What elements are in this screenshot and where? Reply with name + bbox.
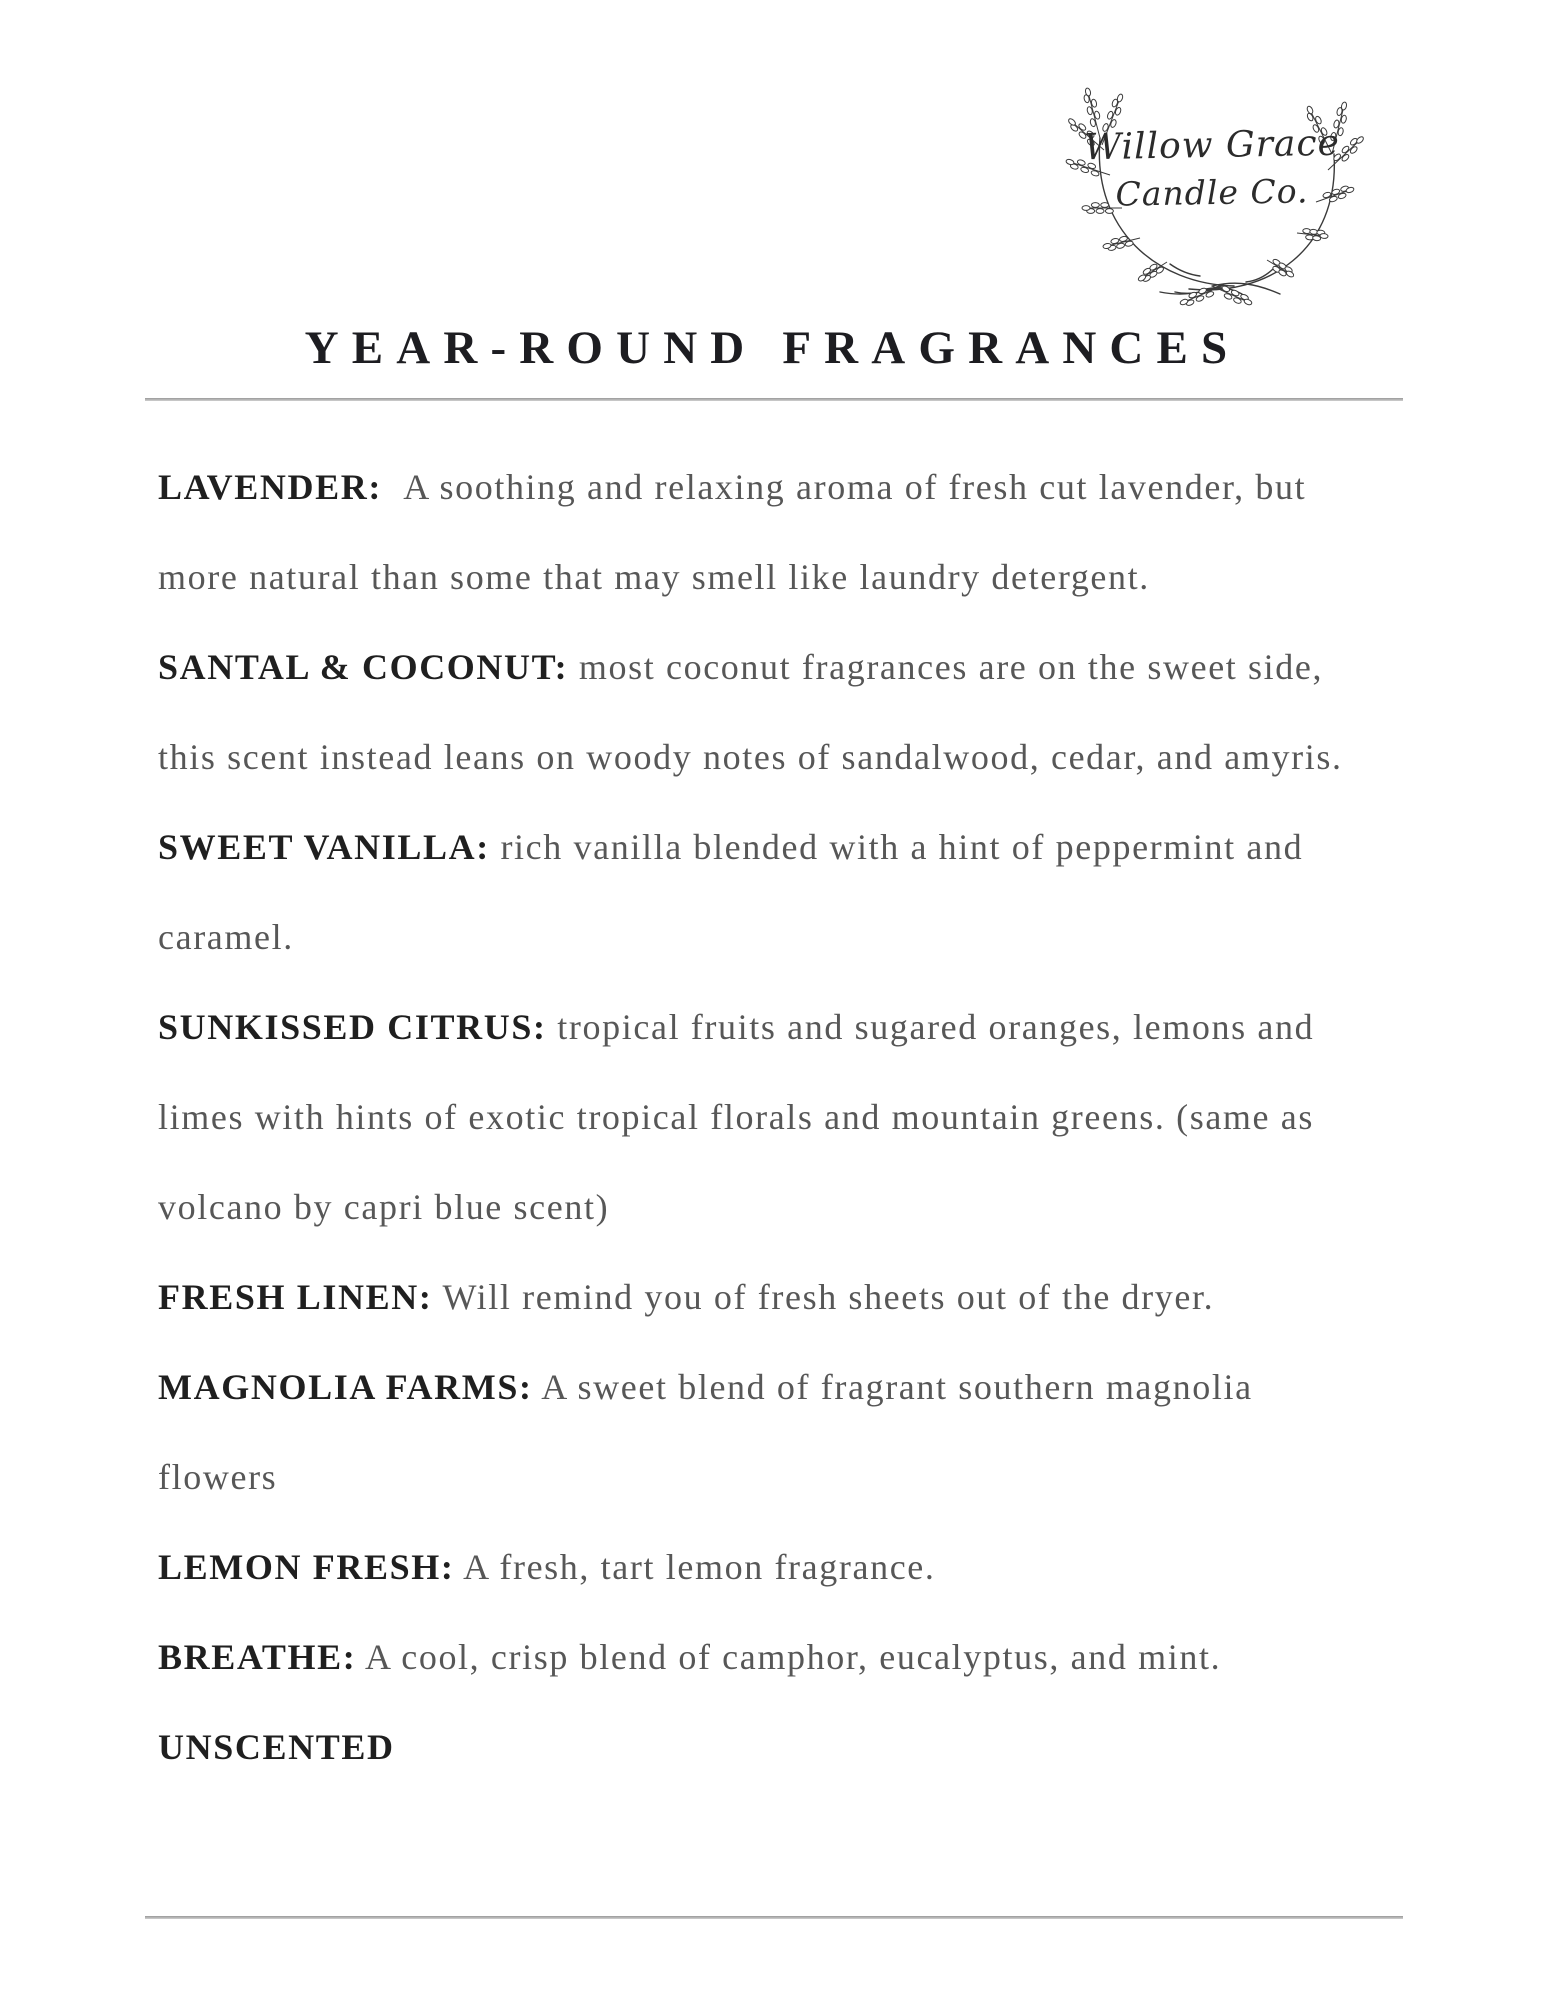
top-divider [145, 398, 1403, 401]
fragrance-name: BREATHE: [158, 1637, 357, 1677]
page-title: YEAR-ROUND FRAGRANCES [304, 322, 1241, 374]
fragrance-item [158, 802, 1373, 982]
fragrance-item [158, 1522, 1373, 1612]
fragrance-item [158, 1252, 1373, 1342]
fragrance-list [158, 442, 1373, 1792]
fragrance-item [158, 1702, 1373, 1792]
brand-name-block [1052, 122, 1372, 216]
fragrance-item [158, 442, 1373, 622]
fragrance-description: A soothing and relaxing aroma of fresh cut lavender, but more natural than some that may smell like laundry detergent. [158, 467, 1307, 597]
fragrance-description: A fresh, tart lemon fragrance. [463, 1547, 936, 1587]
brand-suffix: Candle Co. [1115, 171, 1309, 214]
fragrance-description: rich vanilla blended with a hint of peppermint and caramel. [158, 827, 1304, 957]
brand-name: Willow Grace [1083, 122, 1341, 169]
fragrance-description: most coconut fragrances are on the sweet side, this scent instead leans on woody notes of sandalwood, cedar, and amyris. [158, 647, 1343, 777]
fragrance-item [158, 622, 1373, 802]
bottom-divider [145, 1916, 1403, 1919]
fragrance-description: tropical fruits and sugared oranges, lemons and limes with hints of exotic tropical florals and mountain greens. (same as volcano by capri blue scent) [158, 1007, 1315, 1227]
fragrance-name: SWEET VANILLA: [158, 827, 490, 867]
fragrance-name: MAGNOLIA FARMS: [158, 1367, 533, 1407]
fragrance-item [158, 1342, 1373, 1522]
fragrance-name: SANTAL & COCONUT: [158, 647, 569, 687]
fragrance-description: A cool, crisp blend of camphor, eucalyptus, and mint. [364, 1637, 1222, 1677]
fragrance-item [158, 1612, 1373, 1702]
fragrance-item [158, 982, 1373, 1252]
brand-logo [1052, 50, 1372, 308]
fragrance-description: Will remind you of fresh sheets out of the dryer. [442, 1277, 1215, 1317]
fragrance-name: FRESH LINEN: [158, 1277, 433, 1317]
fragrance-name: UNSCENTED [158, 1727, 395, 1767]
fragrance-name: SUNKISSED CITRUS: [158, 1007, 547, 1047]
fragrance-name: LEMON FRESH: [158, 1547, 455, 1587]
fragrance-name: LAVENDER: [158, 467, 382, 507]
fragrance-description: A sweet blend of fragrant southern magnolia flowers [158, 1367, 1253, 1497]
